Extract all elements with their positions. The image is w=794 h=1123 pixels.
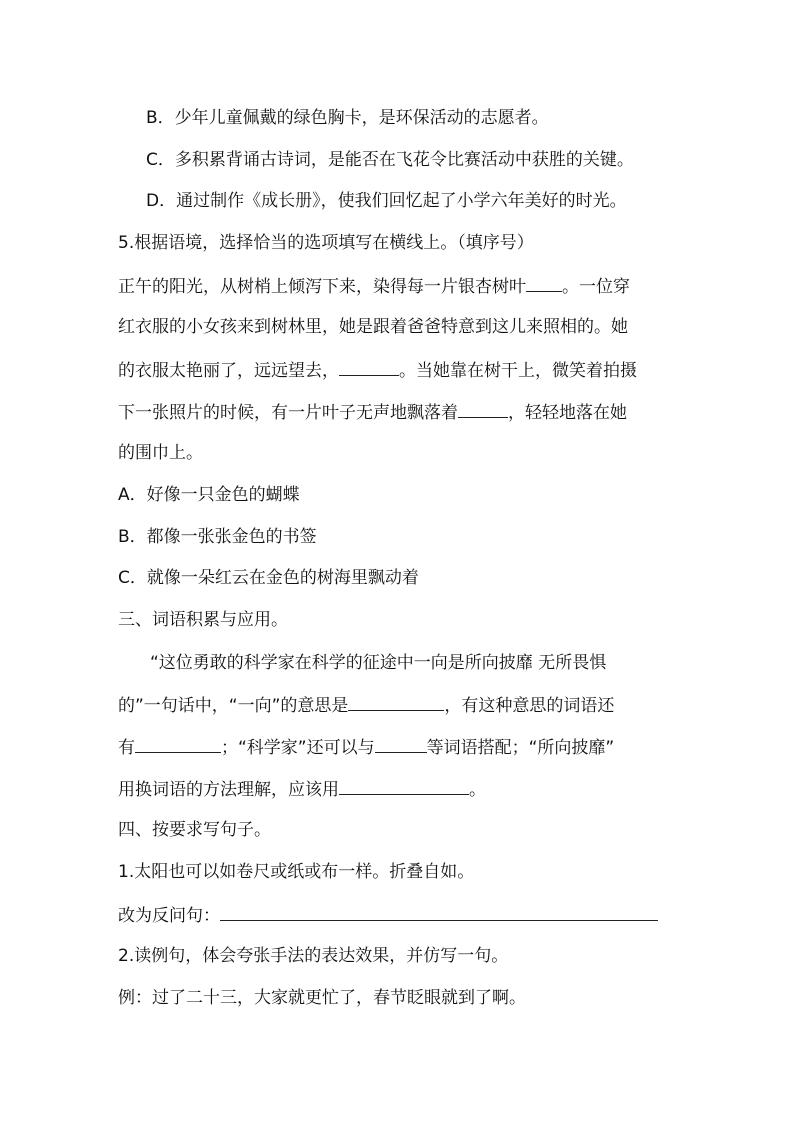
section-4-question-1: 1.太阳也可以如卷尺或纸或布一样。折叠自如。 — [118, 862, 475, 882]
option-b-q5: B．都像一张张金色的书签 — [118, 527, 317, 547]
answer-blank[interactable] — [526, 273, 562, 292]
section-3-line: 有 ；“科学家”还可以与 等词语搭配；“所向披靡” — [118, 734, 614, 760]
passage-line: 的衣服太艳丽了，远远望去， 。当她靠在树干上，微笑着拍摄 — [118, 357, 637, 383]
passage-line: 的围巾上。 — [118, 443, 203, 463]
option-b-q4: B．少年儿童佩戴的绿色胸卡，是环保活动的志愿者。 — [146, 108, 549, 128]
passage-line: 正午的阳光，从树梢上倾泻下来，染得每一片银杏树叶 。一位穿 — [118, 273, 630, 299]
answer-blank[interactable] — [339, 357, 399, 376]
section-4-question-2: 2.读例句，体会夸张手法的表达效果，并仿写一句。 — [118, 946, 509, 966]
option-c-q5: C．就像一朵红云在金色的树海里飘动着 — [118, 568, 419, 588]
answer-blank[interactable] — [458, 399, 508, 418]
answer-line[interactable] — [220, 902, 658, 921]
option-a-q5: A．好像一只金色的蝴蝶 — [118, 485, 300, 505]
answer-blank[interactable] — [339, 776, 469, 795]
section-3-line: 的”一句话中，“一向”的意思是 ，有这种意思的词语还 — [118, 692, 614, 718]
answer-blank[interactable] — [375, 734, 427, 753]
option-d-q4: D．通过制作《成长册》，使我们回忆起了小学六年美好的时光。 — [146, 191, 627, 211]
section-3-line: 用换词语的方法理解，应该用 。 — [118, 776, 486, 802]
passage-line: 下一张照片的时候，有一片叶子无声地飘落着 ，轻轻地落在她 — [118, 399, 627, 425]
answer-blank[interactable] — [135, 734, 221, 753]
example-sentence: 例：过了二十三，大家就更忙了，春节眨眼就到了啊。 — [118, 988, 526, 1008]
answer-blank[interactable] — [348, 692, 444, 711]
question-5-title: 5.根据语境，选择恰当的选项填写在横线上。（填序号） — [118, 233, 534, 253]
section-3-line: “这位勇敢的科学家在科学的征途中一向是所向披靡 无所畏惧 — [150, 653, 607, 673]
section-3-heading: 三、词语积累与应用。 — [118, 610, 288, 630]
option-c-q4: C．多积累背诵古诗词，是能否在飞花令比赛活动中获胜的关键。 — [146, 150, 634, 170]
passage-line: 红衣服的小女孩来到树林里，她是跟着爸爸特意到这儿来照相的。她 — [118, 317, 628, 337]
rewrite-line: 改为反问句： — [118, 902, 658, 928]
section-4-heading: 四、按要求写句子。 — [118, 820, 271, 840]
